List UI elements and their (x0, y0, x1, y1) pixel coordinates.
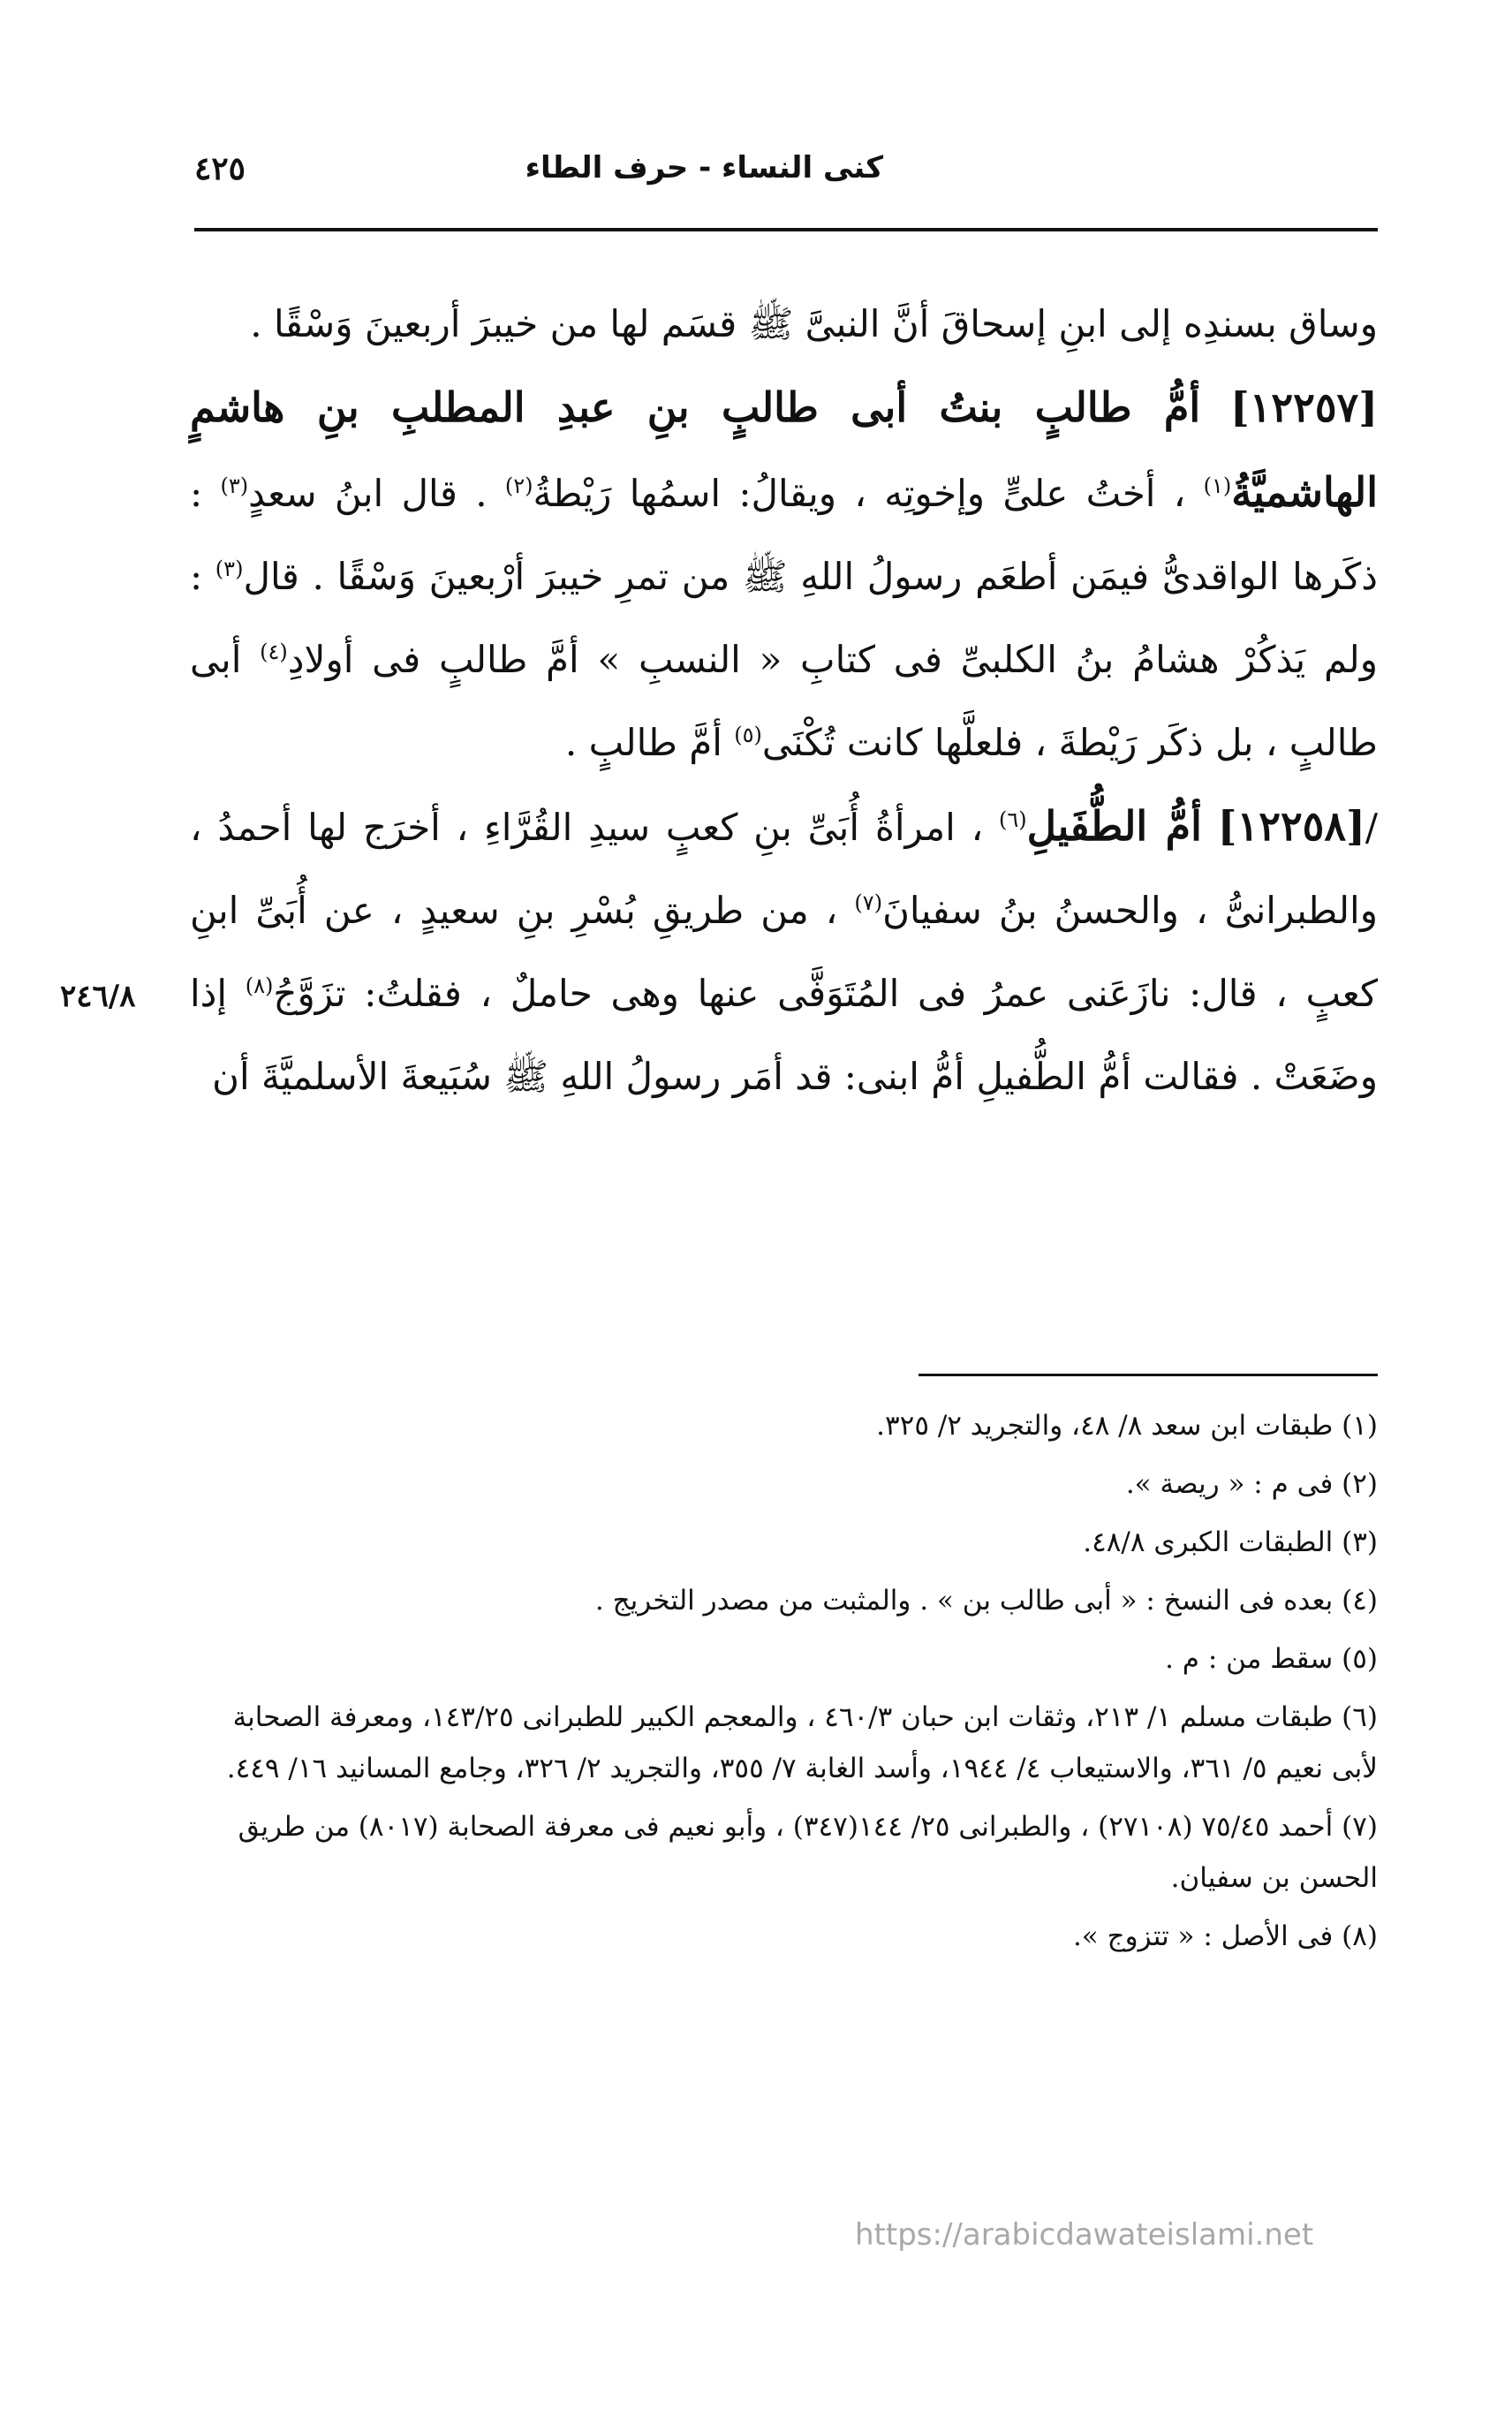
main-text (190, 283, 1378, 1118)
entry-text: : ذكَرها الواقدىُّ فيمَن أطعَم رسولُ اللهِ ﷺ من تمرِ خيبرَ أرْبعينَ وَسْقًا . قال (190, 472, 1378, 598)
footnote-ref: (٣) (215, 557, 244, 581)
header-divider (194, 228, 1378, 231)
entry-text: : ولم يَذكُرْ هشامُ بنُ الكلبىِّ فى كتابِ « النسبِ » أمَّ طالبٍ فى أولادِ (190, 555, 1378, 681)
entry-text: . قال ابنُ سعدٍ (248, 472, 505, 515)
watermark-url: https://arabicdawateislami.net (855, 2217, 1314, 2253)
footnote-ref: (٥) (734, 723, 762, 747)
entry-text: أبى طالبٍ ، بل ذكَر رَيْطةَ ، فلعلَّها كانت تُكْنَى (190, 638, 1378, 764)
footnote-3: (٣) الطبقات الكبرى ٤٨/٨. (1083, 1526, 1378, 1558)
footnote-ref: (٣) (220, 473, 249, 498)
footnote-ref: (٦) (999, 807, 1027, 832)
footnote-divider (919, 1374, 1378, 1376)
footnote-ref: (١) (1203, 473, 1232, 498)
page-number: ٤٢٥ (194, 150, 246, 187)
page-break-mark: / (1365, 806, 1378, 849)
entry-text: ، امرأةُ أُبَىِّ بنِ كعبٍ سيدِ القُرَّاءِ ، أخرَج لها أحمدُ ، والطبرانىُّ ، والحسنُ بنُ سفيانَ (190, 806, 1378, 932)
footnote-7: (٧) أحمد ٧٥/٤٥ (٢٧١٠٨) ، والطبرانى ٢٥/ ١٤٤(٣٤٧) ، وأبو نعيم فى معرفة الصحابة (٨٠١٧) من طريق الحسن بن سفيان. (238, 1811, 1378, 1894)
footnote-4: (٤) بعده فى النسخ : « أبى طالب بن » . والمثبت من مصدر التخريج . (594, 1585, 1378, 1617)
entry-12257 (190, 366, 1378, 784)
paragraph-continuation: وساق بسندِه إلى ابنِ إسحاقَ أنَّ النبىَّ ﷺ قسَم لها من خيبرَ أربعينَ وَسْقًا . (250, 302, 1378, 345)
entry-text: أمَّ طالبٍ . (564, 721, 735, 764)
footnote-ref: (٢) (504, 473, 533, 498)
entry-number: [١٢٢٥٨] (1217, 802, 1365, 850)
footnote-1: (١) طبقات ابن سعد ٨/ ٤٨، والتجريد ٢/ ٣٢٥. (876, 1410, 1378, 1442)
footnote-ref: (٨) (245, 973, 274, 998)
footnotes (190, 1400, 1378, 1969)
entry-name: أمُّ الطُّفَيلِ (1026, 802, 1202, 850)
entry-text: ، من طريقِ بُسْرِ بنِ سعيدٍ ، عن أُبَىِّ ابنِ كعبٍ ، قال: نازَعَنى عمرُ فى المُتَوَفَّى عنها وهى حاملٌ ، فقلتُ: تزَوَّجُ (190, 889, 1378, 1015)
entry-12258 (190, 784, 1378, 1118)
margin-reference: ٢٤٦/٨ (60, 979, 136, 1014)
footnote-8: (٨) فى الأصل : « تتزوج ». (1072, 1920, 1378, 1952)
entry-text: ، أختُ علىٍّ وإخوتِه ، ويقالُ: اسمُها رَيْطةُ (533, 472, 1204, 515)
footnote-5: (٥) سقط من : م . (1165, 1643, 1378, 1675)
footnote-ref: (٧) (854, 890, 883, 915)
entry-text: إذا وضَعَتْ . فقالت أمُّ الطُّفيلِ أمُّ ابنى: قد أمَر رسولُ اللهِ ﷺ سُبَيعةَ الأسلميَّةَ أن (190, 972, 1378, 1098)
page-header (194, 150, 1378, 212)
footnote-6: (٦) طبقات مسلم ١/ ٢١٣، وثقات ابن حبان ٤٦٠/٣ ، والمعجم الكبير للطبرانى ١٤٣/٢٥، ومعرفة الصحابة لأبى نعيم ٥/ ٣٦١، والاستيعاب ٤/ ١٩٤٤، وأسد الغابة ٧/ ٣٥٥، والتجريد ٢/ ٣٢٦، وجامع المسانيد ١٦/ ٤٤٩. (226, 1701, 1378, 1784)
footnote-ref: (٤) (260, 640, 288, 664)
running-title: كنى النساء - حرف الطاء (525, 150, 883, 186)
entry-number: [١٢٢٥٧] (1229, 383, 1379, 431)
footnote-2: (٢) فى م : « ريصة ». (1125, 1468, 1378, 1500)
entry-name: أمُّ طالبٍ بنتُ أبى طالبٍ بنِ عبدِ المطلبِ بنِ هاشمٍ الهاشميَّةُ (190, 383, 1378, 516)
